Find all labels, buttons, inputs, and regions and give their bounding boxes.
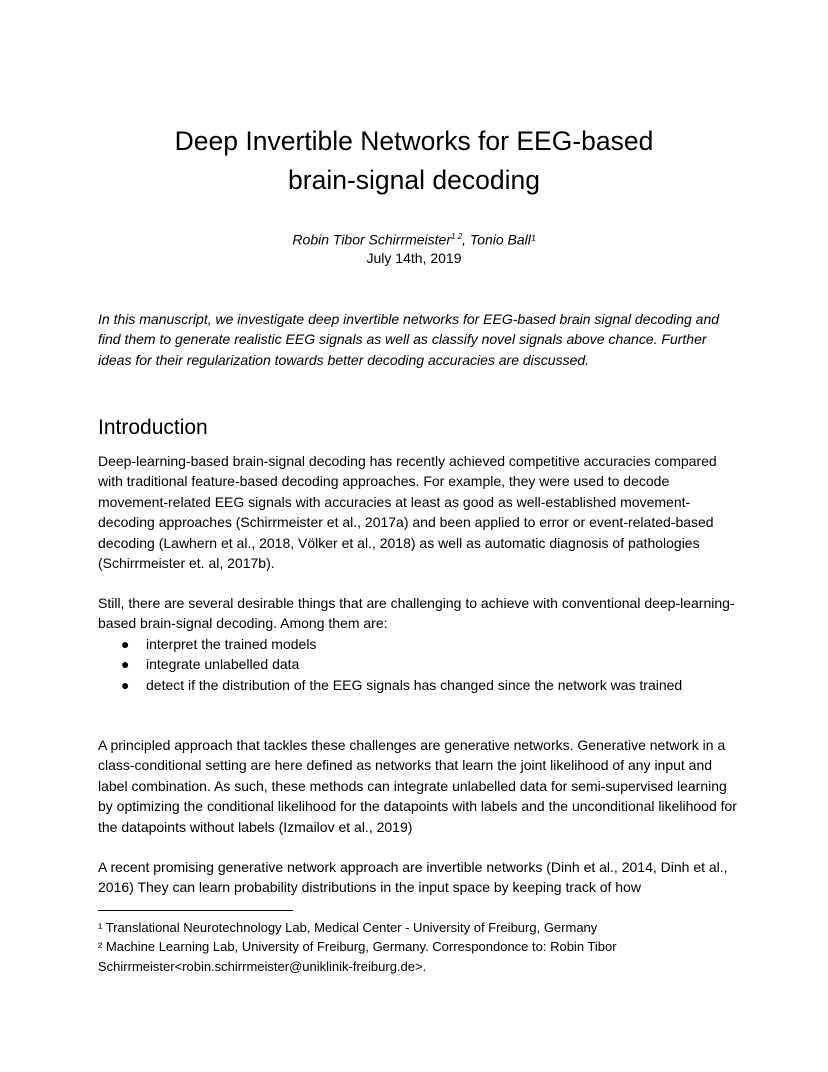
paper-title	[0, 122, 828, 200]
date: July 14th, 2019	[366, 250, 462, 266]
author-2: Tonio Ball¹	[469, 231, 536, 248]
bullet-icon: ●	[121, 676, 130, 693]
author-line	[0, 227, 828, 250]
author-1: Robin Tibor Schirrmeister	[292, 231, 452, 248]
intro-paragraph-4: A recent promising generative network approach are invertible networks (Dinh et al., 2014, Dinh et al., 2016) They can learn probability distributions in the input space by keeping track of how	[98, 859, 728, 896]
list-item	[98, 634, 738, 654]
bullet-icon: ●	[121, 636, 130, 652]
list-item	[98, 654, 738, 674]
list-item-text: interpret the trained models	[146, 636, 317, 652]
intro-paragraph-2: Still, there are several desirable things that are challenging to achieve with conventional deep-learning-based brain-signal decoding. Among them are:	[98, 595, 735, 632]
footnote-1: ¹ Translational Neurotechnology Lab, Medical Center - University of Freiburg, Germany	[98, 920, 598, 935]
footnote-2: ² Machine Learning Lab, University of Freiburg, Germany. Correspondonce to: Robin Tibor Schirrmeister<robin.schirrmeister@uniklinik-freiburg.de>.	[98, 939, 617, 974]
challenge-list	[98, 634, 738, 695]
title-line-1: Deep Invertible Networks for EEG-based	[174, 126, 654, 156]
list-item-text: integrate unlabelled data	[146, 656, 300, 673]
title-line-2: brain-signal decoding	[288, 165, 540, 195]
author-separator: ,	[462, 231, 470, 248]
section-heading-introduction: Introduction	[98, 416, 208, 439]
intro-paragraph-1: Deep-learning-based brain-signal decoding has recently achieved competitive accuracies compared with traditional feature-based decoding approaches. For example, they were used to decode movement-related EEG signals with accuracies at least as good as well-established movement-decoding approaches (Schirrmeister et al., 2017a) and been applied to error or event-related-based decoding (Lawhern et al., 2018, Völker et al., 2018) as well as automatic diagnosis of pathologies (Schirrmeister et. al, 2017b).	[98, 453, 717, 572]
intro-paragraph-3: A principled approach that tackles these challenges are generative networks. Generative network in a class-conditional setting are here defined as networks that learn the joint likelihood of any input and label combination. As such, these methods can integrate unlabelled data for semi-supervised learning by optimizing the conditional likelihood for the datapoints with labels and the unconditional likelihood for the datapoints without labels (Izmailov et al., 2019)	[98, 737, 737, 835]
footnote-separator	[98, 910, 293, 911]
bullet-icon: ●	[121, 656, 130, 673]
list-item	[98, 675, 738, 695]
abstract: In this manuscript, we investigate deep invertible networks for EEG-based brain signal decoding and find them to generate realistic EEG signals as well as classify novel signals above chance. Further ideas for their regularization towards better decoding accuracies are discussed.	[98, 311, 720, 368]
author-1-affiliation: 1 2	[451, 232, 463, 241]
list-item-text: detect if the distribution of the EEG signals has changed since the network was trained	[146, 676, 683, 693]
